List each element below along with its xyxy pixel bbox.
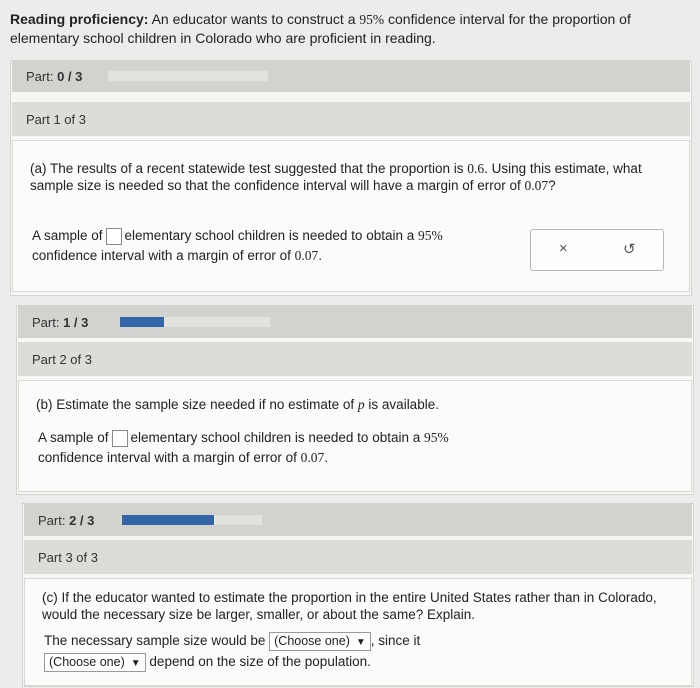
part2-answer: A sample of elementary school children is needed to obtain a 95% confidence interval with a margin of error of 0.07. bbox=[38, 430, 449, 465]
depend-select[interactable]: (Choose one) ▼ bbox=[44, 653, 146, 672]
progress-track-1 bbox=[108, 71, 268, 81]
part3-header: Part 3 of 3 bbox=[24, 540, 692, 574]
progress-track-3 bbox=[122, 515, 262, 525]
sample-size-input-1[interactable] bbox=[106, 228, 122, 245]
progress-track-2 bbox=[120, 317, 270, 327]
part2-question: (b) Estimate the sample size needed if no estimate of p is available. bbox=[36, 397, 439, 412]
part-progress-bar-3: Part: 2 / 3 bbox=[24, 504, 692, 536]
problem-intro: Reading proficiency: An educator wants to construct a 95% confidence interval for the proportion of elementary school children in Colorado who are proficient in reading. bbox=[10, 11, 631, 46]
size-comparison-select[interactable]: (Choose one) ▼ bbox=[269, 632, 371, 651]
part2-header: Part 2 of 3 bbox=[18, 342, 692, 376]
clear-icon[interactable]: × bbox=[559, 240, 568, 257]
part1-question: (a) The results of a recent statewide test suggested that the proportion is 0.6. Using this estimate, what sample size is needed so that the confidence interval will have a margin of error of 0.07? bbox=[30, 161, 642, 193]
problem-title: Reading proficiency: bbox=[10, 11, 149, 27]
progress-fill-2 bbox=[120, 317, 164, 327]
part1-answer: A sample of elementary school children is needed to obtain a 95% confidence interval with a margin of error of 0.07. bbox=[32, 228, 443, 263]
part3-answer: The necessary sample size would be (Choose one) ▼ , since it (Choose one) ▼ depend on the size of the population. bbox=[44, 630, 674, 672]
part3-question: (c) If the educator wanted to estimate the proportion in the entire United States rather than in Colorado, would the necessary size be larger, smaller, or about the same? Explain. bbox=[42, 590, 657, 622]
undo-icon[interactable]: ↺ bbox=[623, 241, 636, 258]
part-progress-bar-1: Part: 0 / 3 bbox=[12, 60, 690, 92]
answer-tools bbox=[530, 229, 664, 271]
part1-header: Part 1 of 3 bbox=[12, 102, 690, 136]
sample-size-input-2[interactable] bbox=[112, 430, 128, 447]
part-progress-bar-2: Part: 1 / 3 bbox=[18, 306, 692, 338]
progress-fill-3 bbox=[122, 515, 214, 525]
